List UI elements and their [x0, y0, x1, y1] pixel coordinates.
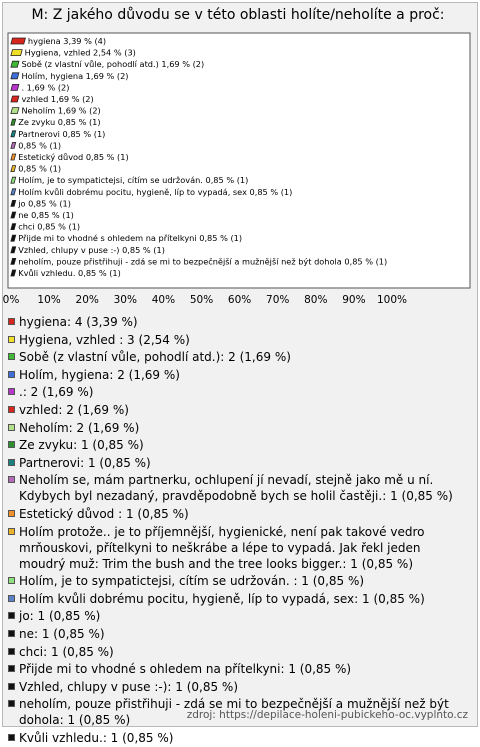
x-tick-label: 30% [113, 294, 137, 306]
legend-swatch [8, 441, 15, 448]
legend-swatch [8, 318, 15, 325]
legend-swatch [8, 510, 15, 517]
bar-label: hygiena 3,39 % (4) [27, 36, 107, 46]
legend-swatch [8, 734, 15, 741]
legend-label: Ze zvyku: 1 (0,85 %) [19, 438, 144, 453]
legend-item [8, 455, 470, 471]
bar-label: neholím, pouze přistřihuji - zdá se mi to bezpečnější a mužnější než být dohola 0,85 % (1) [18, 256, 388, 267]
legend-swatch [8, 336, 15, 343]
legend-item [8, 573, 470, 589]
bar [11, 61, 19, 67]
chart-title: M: Z jakého důvodu se v této oblasti holíte/neholíte a proč: [31, 7, 445, 23]
bar-label: . 1,69 % (2) [21, 82, 70, 93]
legend-label: Přijde mi to vhodné s ohledem na přítelkyni: 1 (0,85 %) [19, 662, 352, 677]
legend-label: hygiena: 4 (3,39 %) [19, 315, 138, 329]
bar-label: Přijde mi to vhodné s ohledem na přítelkyni 0,85 % (1) [18, 233, 243, 244]
legend-label: Partnerovi: 1 (0,85 %) [19, 455, 151, 470]
legend-swatch [8, 665, 15, 672]
legend-swatch [8, 406, 15, 413]
bar [11, 108, 19, 114]
bar [11, 84, 19, 90]
legend-swatch [8, 683, 15, 690]
x-tick-label: 60% [227, 294, 252, 306]
legend-swatch [8, 700, 15, 707]
bar-label: 0,85 % (1) [18, 163, 62, 174]
bar [11, 73, 19, 79]
legend-item [8, 332, 470, 348]
legend-swatch [8, 577, 15, 584]
bar [11, 96, 19, 102]
bar [11, 38, 26, 44]
legend-label: vzhled: 2 (1,69 %) [19, 402, 129, 417]
legend-label: Neholím se, mám partnerku, ochlupení jí nevadí, stejně jako mě u ní. Kdybych byl nezadaný, pravděpodobně bych se holil častěji.: 1 (0,85 %) [19, 473, 453, 504]
x-tick-label: 90% [342, 294, 366, 306]
legend-item [8, 644, 470, 660]
legend-item [8, 524, 470, 572]
legend-item [8, 367, 470, 383]
legend-label: .: 2 (1,69 %) [19, 385, 94, 400]
legend-item [8, 608, 470, 624]
legend-label: Sobě (z vlastní vůle, pohodlí atd.): 2 (1,69 %) [19, 350, 291, 365]
bar-label: Holím, hygiena 1,69 % (2) [21, 70, 129, 81]
x-tick-label: 0% [2, 294, 20, 306]
bar-label: Holím, je to sympatictejsi, cítím se udržován. 0,85 % (1) [18, 175, 249, 186]
legend-label: Holím kvůli dobrému pocitu, hygieně, líp to vypadá, sex: 1 (0,85 %) [19, 591, 425, 606]
x-tick-label: 40% [151, 294, 176, 306]
legend-item [8, 591, 470, 607]
bar-chart [0, 0, 480, 310]
legend-item [8, 626, 470, 642]
legend-label: Estetický důvod : 1 (0,85 %) [19, 506, 189, 521]
bar-label: Estetický důvod 0,85 % (1) [18, 152, 129, 162]
legend-swatch [8, 353, 15, 360]
bar-label: 0,85 % (1) [18, 140, 62, 151]
legend-swatch [8, 648, 15, 655]
legend-swatch [8, 612, 15, 619]
legend-swatch [8, 424, 15, 431]
x-tick-label: 70% [266, 294, 290, 306]
legend-item [8, 506, 470, 522]
x-tick-label: 80% [304, 294, 328, 306]
legend-swatch [8, 371, 15, 378]
bar-label: Holím kvůli dobrému pocitu, hygieně, líp to vypadá, sex 0,85 % (1) [18, 186, 293, 197]
source-note: zdroj: https://depilace-holeni-pubickeho-oc.vyplnto.cz [186, 709, 468, 721]
legend-item [8, 402, 470, 418]
bar-label: Kvůli vzhledu. 0,85 % (1) [18, 268, 121, 278]
legend-label: neholím, pouze přistřihuji - zdá se mi to bezpečnější a mužnější než být dohola: 1 (0,85 %) [19, 697, 449, 728]
legend-item [8, 420, 470, 436]
legend-item [8, 730, 470, 746]
legend-item [8, 384, 470, 400]
legend-item [8, 661, 470, 677]
x-tick-label: 50% [189, 294, 214, 306]
legend-label: ne: 1 (0,85 %) [19, 626, 105, 641]
bar-label: Sobě (z vlastní vůle, pohodlí atd.) 1,69 % (2) [21, 59, 205, 70]
legend-swatch [8, 476, 15, 483]
legend-item [8, 349, 470, 365]
legend-label: Holím, hygiena: 2 (1,69 %) [19, 367, 180, 382]
legend-label: Holím protože.. je to příjemnější, hygienické, není pak takové vedro mrňouskovi, přítelkyni to neškrábe a lépe to vypadá. Jak řekl jeden moudrý muž: Trim the bush and the tree looks bigger.: 1 (0,85 %) [19, 524, 425, 571]
x-tick-label: 10% [37, 294, 61, 306]
legend-label: jo: 1 (0,85 %) [19, 609, 101, 624]
bar-label: Ze zvyku 0,85 % (1) [18, 117, 101, 128]
bar [11, 50, 22, 56]
legend-item [8, 472, 470, 504]
bar-label: jo 0,85 % (1) [18, 198, 71, 209]
bar-label: ne 0,85 % (1) [18, 210, 74, 220]
bar-label: vzhled 1,69 % (2) [21, 94, 94, 104]
legend-swatch [8, 630, 15, 637]
legend-item [8, 314, 470, 330]
legend-swatch [8, 595, 15, 602]
x-tick-label: 20% [75, 294, 99, 306]
legend-label: Vzhled, chlupy v puse :-): 1 (0,85 %) [19, 679, 238, 694]
bar-label: chci 0,85 % (1) [18, 221, 81, 232]
x-tick-label: 100% [376, 294, 408, 306]
bar-label: Neholím 1,69 % (2) [21, 105, 101, 116]
legend-label: Kvůli vzhledu.: 1 (0,85 %) [19, 730, 174, 745]
bar-label: Hygiena, vzhled 2,54 % (3) [24, 47, 136, 58]
legend-swatch [8, 388, 15, 395]
bar-label: Partnerovi 0,85 % (1) [18, 128, 106, 139]
legend-label: chci: 1 (0,85 %) [19, 644, 114, 659]
legend [8, 314, 470, 747]
legend-label: Neholím: 2 (1,69 %) [19, 420, 140, 435]
legend-item [8, 437, 470, 453]
bar-label: Vzhled, chlupy v puse :-) 0,85 % (1) [18, 244, 165, 255]
legend-item [8, 679, 470, 695]
x-axis-ticks [3, 294, 407, 306]
legend-label: Holím, je to sympatictejsi, cítím se udržován. : 1 (0,85 %) [19, 574, 365, 589]
legend-swatch [8, 459, 15, 466]
legend-swatch [8, 528, 15, 535]
legend-label: Hygiena, vzhled : 3 (2,54 %) [19, 332, 190, 347]
